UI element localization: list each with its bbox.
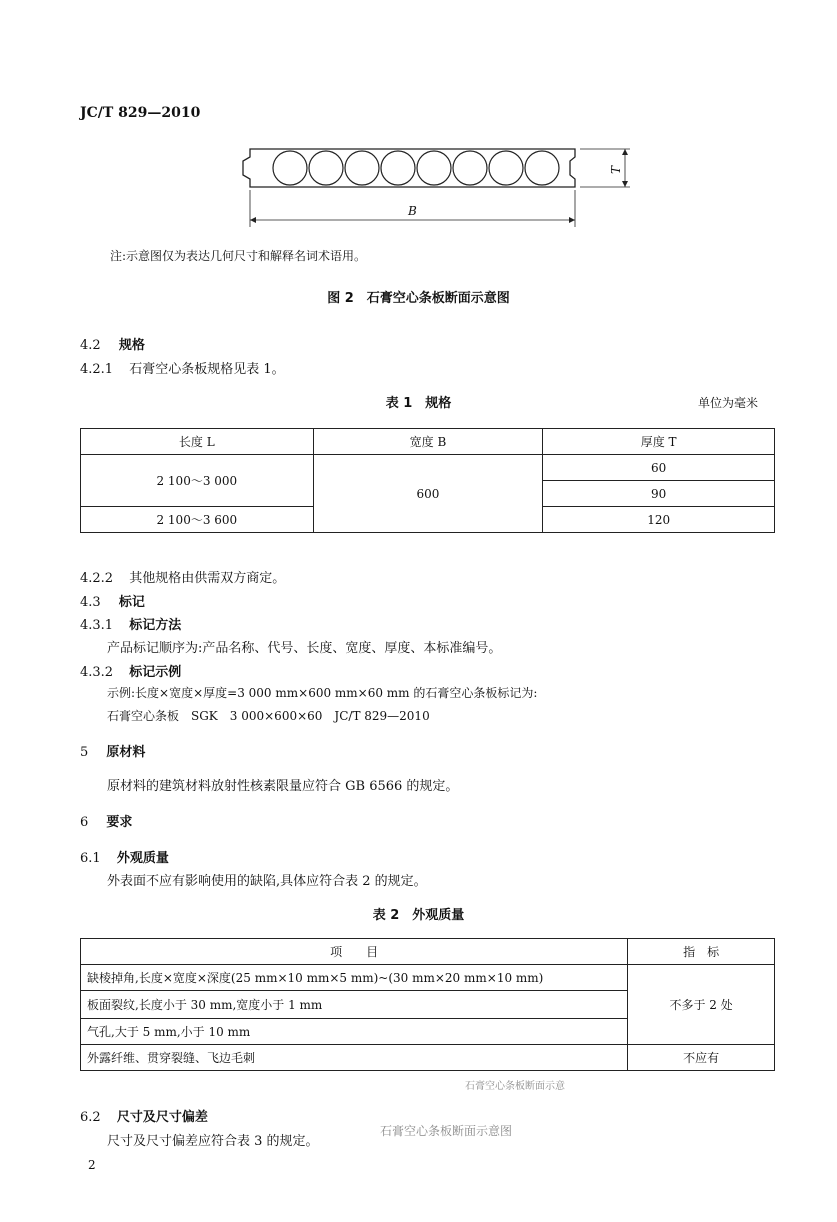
table-row [81,965,775,991]
bleed-through-text: 石膏空心条板断面示意图 [380,1124,513,1138]
figure-note: 注:示意图仅为表达几何尺寸和解释名词术语用。 [110,249,367,263]
table-row [81,455,775,481]
section-number: 4.3.2 [80,665,114,680]
section-title: 原材料 [106,745,146,760]
hollow-core [525,151,559,185]
index-cell: 不应有 [628,1045,775,1071]
section-number: 4.2.1 [80,362,114,377]
hollow-core [489,151,523,185]
section-4-2-2 [80,567,285,586]
width-cell: 600 [313,455,543,533]
item-cell: 板面裂纹,长度小于 30 mm,宽度小于 1 mm [81,991,628,1019]
paragraph: 外表面不应有影响使用的缺陷,具体应符合表 2 的规定。 [107,874,427,889]
thickness-cell: 120 [543,507,775,533]
section-title: 规格 [118,338,145,353]
hollow-core [345,151,379,185]
table-header-row [81,429,775,455]
header-width: 宽度 B [313,429,543,455]
item-cell: 缺棱掉角,长度×宽度×深度(25 mm×10 mm×5 mm)~(30 mm×20 mm×10 mm) [81,965,628,991]
header-index: 指 标 [628,939,775,965]
header-thickness: 厚度 T [543,429,775,455]
section-title: 要求 [106,815,133,830]
hollow-core [273,151,307,185]
table1-specifications [80,428,775,533]
length-cell: 2 100～3 000 [81,455,314,507]
header-length: 长度 L [81,429,314,455]
paragraph: 原材料的建筑材料放射性核素限量应符合 GB 6566 的规定。 [107,779,459,794]
section-number: 4.3 [80,595,101,610]
width-dimension-label: B [408,204,417,218]
section-4-3-1 [80,614,181,633]
section-5 [80,741,145,760]
section-4-3 [80,591,145,610]
section-text: 其他规格由供需双方商定。 [129,571,286,586]
hollow-core [381,151,415,185]
paragraph: 产品标记顺序为:产品名称、代号、长度、宽度、厚度、本标准编号。 [107,641,502,656]
section-number: 4.2.2 [80,571,114,586]
section-6-1 [80,847,169,866]
section-number: 6.1 [80,851,101,866]
table1-caption: 表 1 规格 [385,396,452,411]
section-title: 尺寸及尺寸偏差 [116,1110,208,1125]
section-number: 6 [80,815,89,830]
section-number: 4.3.1 [80,618,114,633]
section-title: 标记示例 [129,665,182,680]
section-number: 6.2 [80,1110,101,1125]
header-item: 项 目 [81,939,628,965]
table2-caption: 表 2 外观质量 [372,908,465,923]
standard-id: JC/T 829—2010 [80,105,201,121]
section-title: 标记方法 [129,618,182,633]
figure-caption: 图 2 石膏空心条板断面示意图 [327,291,510,306]
section-number: 4.2 [80,338,101,353]
page-number: 2 [88,1158,96,1172]
section-number: 5 [80,745,89,760]
item-cell: 外露纤维、贯穿裂缝、飞边毛刺 [81,1045,628,1071]
table1-unit: 单位为毫米 [698,396,759,410]
section-4-2-1 [80,358,285,377]
index-cell: 不多于 2 处 [628,965,775,1045]
section-6 [80,811,132,830]
table-row [81,1045,775,1071]
marking-example: 石膏空心条板 SGK 3 000×600×60 JC/T 829—2010 [107,709,430,723]
hollow-core [453,151,487,185]
marking-example-intro: 示例:长度×宽度×厚度=3 000 mm×600 mm×60 mm 的石膏空心条板标记为: [107,686,538,700]
section-4-2 [80,334,145,353]
table2-appearance-quality [80,938,775,1071]
thickness-cell: 90 [543,481,775,507]
paragraph: 尺寸及尺寸偏差应符合表 3 的规定。 [107,1134,319,1149]
hollow-cores [273,151,559,185]
item-cell: 气孔,大于 5 mm,小于 10 mm [81,1019,628,1045]
bleed-through-text: 石膏空心条板断面示意 [465,1081,565,1092]
length-cell: 2 100～3 600 [81,507,314,533]
hollow-core [309,151,343,185]
section-title: 外观质量 [116,851,169,866]
thickness-dimension-label: T [609,165,624,175]
section-4-3-2 [80,661,181,680]
cross-section-diagram [235,135,635,235]
section-text: 石膏空心条板规格见表 1。 [129,362,285,377]
section-title: 标记 [118,595,145,610]
hollow-core [417,151,451,185]
table-header-row [81,939,775,965]
thickness-cell: 60 [543,455,775,481]
section-6-2 [80,1106,208,1125]
